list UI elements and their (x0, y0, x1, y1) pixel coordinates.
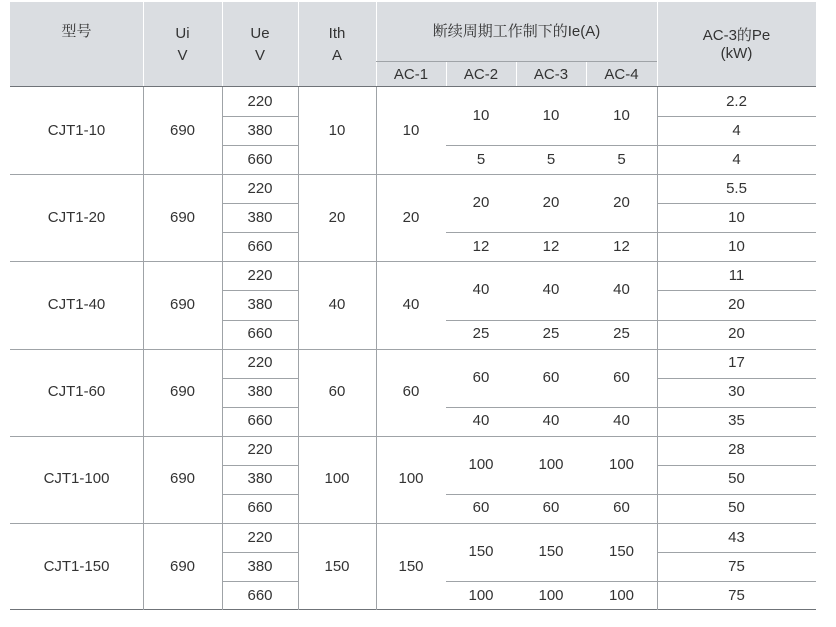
header-divider (143, 2, 144, 87)
row-divider (657, 552, 816, 553)
pe-cell: 20 (728, 295, 745, 313)
ac3-cell: 40 (542, 281, 560, 299)
ue-cell: 220 (247, 179, 273, 197)
pe-cell: 50 (728, 470, 745, 488)
ac4-cell: 5 (617, 150, 626, 168)
header-divider (657, 2, 658, 87)
ac3-cell: 150 (538, 543, 564, 561)
pe-cell: 2.2 (726, 92, 747, 110)
row-divider (657, 465, 816, 466)
header-divider (376, 2, 377, 87)
group-divider (10, 609, 816, 610)
model-cell: CJT1-100 (43, 470, 110, 488)
pe-cell: 35 (728, 412, 745, 430)
row-divider (222, 378, 298, 379)
ue-cell: 660 (247, 150, 273, 168)
pe-cell: 11 (728, 266, 745, 284)
header-ith: Ith A (328, 24, 346, 64)
header-divider (446, 62, 447, 87)
ue-cell: 220 (247, 354, 273, 372)
row-divider (222, 465, 298, 466)
header-ac1: AC-1 (393, 65, 429, 83)
row-divider (657, 378, 816, 379)
model-cell: CJT1-20 (47, 208, 106, 226)
header-divider (222, 2, 223, 87)
row-divider (446, 232, 657, 233)
ac1-cell: 10 (402, 121, 420, 139)
row-divider (222, 145, 298, 146)
row-divider (222, 494, 298, 495)
ui-cell: 690 (169, 557, 196, 575)
ac2-cell: 60 (472, 499, 490, 517)
ac3-cell: 100 (538, 455, 564, 473)
header-pe: AC-3的Pe (kW) (702, 26, 771, 62)
row-divider (222, 320, 298, 321)
model-cell: CJT1-40 (47, 295, 106, 313)
ac4-cell: 10 (613, 107, 630, 125)
row-divider (222, 232, 298, 233)
ue-cell: 380 (247, 121, 273, 139)
row-divider (222, 203, 298, 204)
ac2-cell: 100 (468, 586, 494, 604)
ith-cell: 150 (324, 557, 350, 575)
ue-cell: 380 (247, 295, 273, 313)
ue-cell: 220 (247, 441, 273, 459)
pe-cell: 10 (728, 237, 745, 255)
ac3-cell: 25 (542, 325, 560, 343)
row-divider (446, 145, 657, 146)
ac2-cell: 60 (472, 368, 490, 386)
row-divider (446, 494, 657, 495)
ui-cell: 690 (169, 208, 196, 226)
ac1-cell: 100 (398, 470, 424, 488)
row-divider (222, 116, 298, 117)
model-cell: CJT1-150 (43, 557, 110, 575)
ac2-cell: 40 (472, 281, 490, 299)
ue-cell: 220 (247, 92, 273, 110)
ac4-cell: 25 (613, 325, 630, 343)
row-divider (446, 407, 657, 408)
ac2-cell: 12 (472, 237, 490, 255)
pe-cell: 20 (728, 325, 745, 343)
header-divider (298, 2, 299, 87)
ac3-cell: 20 (542, 194, 560, 212)
ac4-cell: 100 (608, 586, 635, 604)
ue-cell: 660 (247, 586, 273, 604)
ac1-cell: 40 (402, 295, 420, 313)
ac4-cell: 60 (613, 499, 630, 517)
ue-cell: 220 (247, 528, 273, 546)
row-divider (657, 320, 816, 321)
header-divider (586, 62, 587, 87)
row-divider (446, 581, 657, 582)
row-divider (446, 320, 657, 321)
ac2-cell: 100 (468, 455, 494, 473)
ue-cell: 380 (247, 208, 273, 226)
ac2-cell: 25 (472, 325, 490, 343)
header-ac3: AC-3 (533, 65, 569, 83)
ac2-cell: 40 (472, 412, 490, 430)
header-ie-group: 断续周期工作制下的Ie(A) (432, 23, 601, 40)
pe-cell: 4 (732, 150, 741, 168)
header-ue: Ue V (250, 24, 270, 64)
row-divider (657, 203, 816, 204)
ac3-cell: 60 (542, 368, 560, 386)
header-ac2: AC-2 (463, 65, 499, 83)
pe-cell: 10 (728, 208, 745, 226)
ui-cell: 690 (169, 470, 196, 488)
pe-cell: 43 (728, 528, 745, 546)
row-divider (222, 407, 298, 408)
pe-cell: 4 (732, 121, 741, 139)
ac3-cell: 100 (538, 586, 564, 604)
ue-cell: 380 (247, 383, 273, 401)
ith-cell: 10 (328, 121, 346, 139)
header-sub-divider (376, 61, 657, 62)
pe-cell: 75 (728, 557, 745, 575)
ac1-cell: 150 (398, 557, 424, 575)
column-divider (222, 87, 223, 610)
ui-cell: 690 (169, 383, 196, 401)
column-divider (657, 87, 658, 610)
column-divider (376, 87, 377, 610)
column-divider (298, 87, 299, 610)
ith-cell: 20 (328, 208, 346, 226)
ue-cell: 660 (247, 412, 273, 430)
row-divider (657, 145, 816, 146)
header-model: 型号 (61, 23, 92, 40)
ac4-cell: 60 (613, 368, 630, 386)
ui-cell: 690 (169, 121, 196, 139)
ue-cell: 660 (247, 325, 273, 343)
row-divider (657, 232, 816, 233)
row-divider (222, 552, 298, 553)
pe-cell: 75 (728, 586, 745, 604)
header-ac4: AC-4 (604, 65, 639, 83)
ith-cell: 100 (324, 470, 350, 488)
model-cell: CJT1-10 (47, 121, 106, 139)
ac4-cell: 20 (613, 194, 630, 212)
column-divider (143, 87, 144, 610)
ith-cell: 60 (328, 383, 346, 401)
ue-cell: 660 (247, 499, 273, 517)
ue-cell: 380 (247, 470, 273, 488)
ac4-cell: 40 (613, 412, 630, 430)
row-divider (222, 290, 298, 291)
row-divider (657, 407, 816, 408)
ac1-cell: 20 (402, 208, 420, 226)
ac4-cell: 40 (613, 281, 630, 299)
ac2-cell: 10 (472, 107, 490, 125)
pe-cell: 5.5 (726, 179, 747, 197)
ac4-cell: 150 (608, 543, 635, 561)
ac4-cell: 100 (608, 455, 635, 473)
header-divider (516, 62, 517, 87)
pe-cell: 30 (728, 383, 745, 401)
ac2-cell: 20 (472, 194, 490, 212)
pe-cell: 50 (728, 499, 745, 517)
header-ui: Ui V (175, 24, 190, 64)
ac2-cell: 5 (476, 150, 486, 168)
row-divider (657, 494, 816, 495)
ac3-cell: 12 (542, 237, 560, 255)
ac2-cell: 150 (468, 543, 494, 561)
row-divider (657, 116, 816, 117)
ue-cell: 660 (247, 237, 273, 255)
row-divider (657, 581, 816, 582)
ac3-cell: 40 (542, 412, 560, 430)
pe-cell: 28 (728, 441, 745, 459)
ac3-cell: 10 (542, 107, 560, 125)
ui-cell: 690 (169, 295, 196, 313)
ac3-cell: 5 (546, 150, 556, 168)
ac3-cell: 60 (542, 499, 560, 517)
ith-cell: 40 (328, 295, 346, 313)
pe-cell: 17 (728, 354, 745, 372)
row-divider (657, 290, 816, 291)
ac4-cell: 12 (613, 237, 630, 255)
ac1-cell: 60 (402, 383, 420, 401)
ue-cell: 220 (247, 266, 273, 284)
row-divider (222, 581, 298, 582)
ue-cell: 380 (247, 557, 273, 575)
model-cell: CJT1-60 (47, 383, 106, 401)
